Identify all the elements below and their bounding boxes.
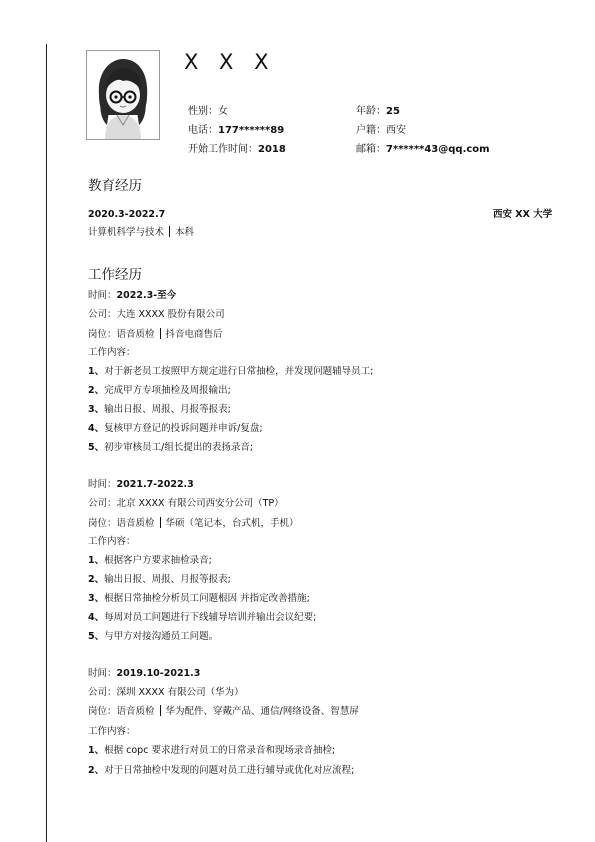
job-company-label: 公司： [88, 498, 117, 509]
start-work-field [188, 144, 286, 156]
job-duty-item [88, 404, 231, 416]
candidate-name: X X X [184, 50, 276, 74]
job-company-value: 大连 XXXX 股份有限公司 [116, 309, 225, 320]
avatar [86, 50, 160, 140]
avatar-illustration [87, 51, 159, 139]
phone-label: 电话： [188, 125, 218, 136]
hukou-field [356, 125, 406, 137]
email-value: 7******43@qq.com [386, 144, 490, 155]
job-duty-number: 2、 [88, 574, 105, 585]
divider [169, 226, 170, 237]
job-duty-number: 4、 [88, 423, 105, 434]
job-company-label: 公司： [88, 309, 117, 320]
job-company-value: 北京 XXXX 有限公司西安分公司（TP） [116, 498, 284, 509]
education-period: 2020.3-2022.7 [88, 209, 166, 220]
email-label: 邮箱： [356, 144, 386, 155]
email-field [356, 144, 490, 156]
education-section-title: 教育经历 [88, 178, 142, 194]
education-school: 西安 XX 大学 [493, 209, 553, 220]
job-duty-number: 1、 [88, 745, 105, 756]
job-duty-text: 对于日常抽检中发现的问题对员工进行辅导或优化对应流程; [104, 765, 355, 776]
job-company [88, 687, 244, 699]
hukou-label: 户籍： [356, 125, 386, 136]
job-duty-text: 每周对员工问题进行下线辅导培训并输出会议纪要; [104, 612, 317, 623]
job-content-label: 工作内容： [88, 536, 136, 547]
job-duty-text: 与甲方对接沟通员工问题。 [104, 631, 219, 642]
job-duty-number: 4、 [88, 612, 105, 623]
job-position [88, 328, 223, 341]
age-field [356, 106, 400, 118]
divider [160, 517, 161, 528]
job-duty-item [88, 574, 231, 586]
job-duty-text: 输出日报、周报、月报等报表; [104, 574, 231, 585]
job-position [88, 517, 299, 530]
age-label: 年龄： [356, 106, 386, 117]
education-major-degree [88, 226, 194, 239]
age-value: 25 [386, 106, 400, 117]
phone-field [188, 125, 284, 137]
job-duty-text: 复核甲方登记的投诉问题并申诉/复盘; [104, 423, 263, 434]
job-time-value: 2021.7-2022.3 [116, 479, 194, 490]
job-duty-item [88, 385, 231, 397]
job-duty-item [88, 366, 373, 378]
job-company-label: 公司： [88, 687, 117, 698]
job-position-value: 语音质检 [116, 329, 155, 340]
gender-label: 性别： [188, 106, 218, 117]
job-duty-text: 完成甲方专项抽检及周报输出; [104, 385, 231, 396]
job-duty-number: 3、 [88, 593, 105, 604]
job-time-label: 时间： [88, 668, 117, 679]
job-time-value: 2022.3-至今 [116, 290, 177, 301]
job-time [88, 668, 200, 680]
job-duty-number: 1、 [88, 555, 105, 566]
job-duty-text: 根据客户方要求抽检录音; [104, 555, 212, 566]
job-position-extra: 华硕（笔记本，台式机，手机） [165, 518, 299, 529]
job-position-label: 岗位： [88, 329, 117, 340]
job-duty-text: 初步审核员工/组长提出的表扬录音; [104, 442, 254, 453]
phone-value: 177******89 [218, 125, 285, 136]
job-time [88, 479, 194, 491]
divider [160, 705, 161, 716]
job-duty-item [88, 765, 354, 777]
job-duty-number: 3、 [88, 404, 105, 415]
job-time-value: 2019.10-2021.3 [116, 668, 201, 679]
education-degree: 本科 [175, 227, 195, 238]
job-duty-item [88, 555, 212, 567]
job-company [88, 498, 284, 510]
job-duty-item [88, 593, 310, 605]
job-position-value: 语音质检 [116, 518, 155, 529]
job-duty-item [88, 631, 218, 643]
job-content-label: 工作内容： [88, 347, 136, 358]
job-duty-item [88, 745, 335, 757]
work-section-title: 工作经历 [88, 267, 142, 283]
job-duty-item [88, 612, 316, 624]
hukou-value: 西安 [386, 125, 406, 136]
job-duty-number: 2、 [88, 385, 105, 396]
start-work-value: 2018 [258, 144, 286, 155]
left-border-rule [46, 44, 47, 842]
job-duty-number: 5、 [88, 631, 105, 642]
job-duty-text: 输出日报、周报、月报等报表; [104, 404, 231, 415]
job-duty-item [88, 442, 253, 454]
job-duty-item [88, 423, 263, 435]
job-time-label: 时间： [88, 479, 117, 490]
divider [160, 328, 161, 339]
job-position-label: 岗位： [88, 706, 117, 717]
job-content-label: 工作内容： [88, 726, 136, 737]
job-position-extra: 华为配件、穿戴产品、通信/网络设备、智慧屏 [165, 706, 359, 717]
gender-value: 女 [218, 106, 228, 117]
job-duty-number: 5、 [88, 442, 105, 453]
education-major: 计算机科学与技术 [88, 227, 165, 238]
job-position-extra: 抖音电商售后 [165, 329, 223, 340]
job-company-value: 深圳 XXXX 有限公司（华为） [116, 687, 244, 698]
job-time [88, 290, 176, 302]
job-position [88, 705, 359, 718]
job-duty-text: 根据 copc 要求进行对员工的日常录音和现场录音抽检; [104, 745, 336, 756]
start-work-label: 开始工作时间： [188, 144, 258, 155]
job-duty-number: 1、 [88, 366, 105, 377]
job-company [88, 309, 225, 321]
job-duty-number: 2、 [88, 765, 105, 776]
gender-field [188, 106, 228, 118]
job-time-label: 时间： [88, 290, 117, 301]
job-duty-text: 根据日常抽检分析员工问题根因 并指定改善措施; [104, 593, 310, 604]
job-position-value: 语音质检 [116, 706, 155, 717]
job-position-label: 岗位： [88, 518, 117, 529]
job-duty-text: 对于新老员工按照甲方规定进行日常抽检，并发现问题辅导员工; [104, 366, 374, 377]
